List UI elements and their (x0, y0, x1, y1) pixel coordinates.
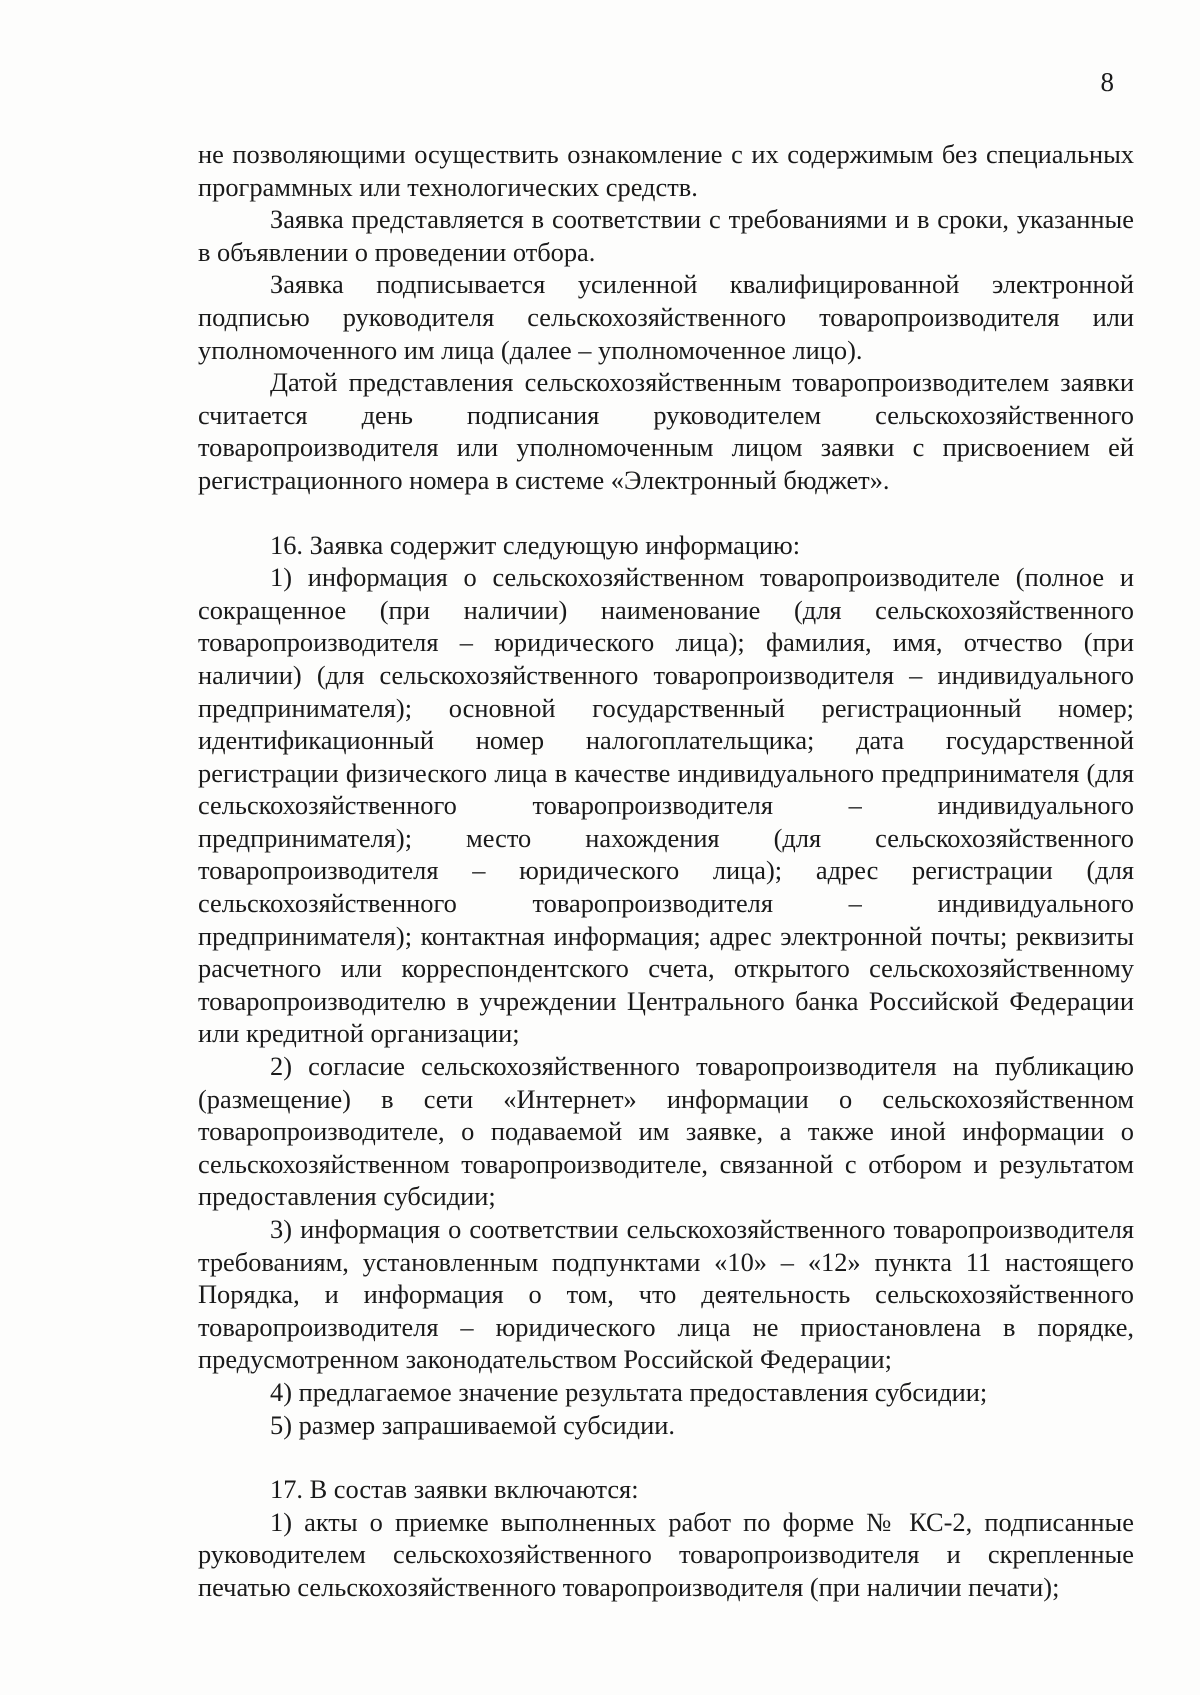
list-item-17-1: 1) акты о приемке выполненных работ по форме № КС-2, подписанные руководителем сельскохозяйственного товаропроизводителя и скрепленные печатью сельскохозяйственного товаропроизводителя (при наличии печати); (198, 1506, 1134, 1602)
section-17-heading: 17. В состав заявки включаются: (270, 1474, 639, 1505)
page-number: 8 (1100, 67, 1114, 97)
paragraph-continuation: не позволяющими осуществить ознакомление с их содержимым без специальных программных или технологических средств. (198, 139, 1134, 202)
list-item-16-4: 4) предлагаемое значение результата предоставления субсидии; (270, 1376, 988, 1407)
paragraph-signature: Заявка подписывается усиленной квалифицированной электронной подписью руководителя сельскохозяйственного товаропроизводителя или уполномоченного им лица (далее – уполномоченное лицо). (198, 269, 1134, 365)
paragraph-submission-terms: Заявка представляется в соответствии с требованиями и в сроки, указанные в объявлении о проведении отбора. (198, 204, 1134, 267)
list-item-16-1: 1) информация о сельскохозяйственном товаропроизводителе (полное и сокращенное (при наличии) наименование (для сельскохозяйственного товаропроизводителя – юридического лица); фамилия, имя, отчество (при наличии) (для сельскохозяйственного товаропроизводителя – индивидуального предпринимателя); основной государственный регистрационный номер; идентификационный номер налогоплательщика; дата государственной регистрации физического лица в качестве индивидуального предпринимателя (для сельскохозяйственного товаропроизводителя – индивидуального предпринимателя); место нахождения (для сельскохозяйственного товаропроизводителя – юридического лица); адрес регистрации (для сельскохозяйственного товаропроизводителя – индивидуального предпринимателя); контактная информация; адрес электронной почты; реквизиты расчетного или корреспондентского счета, открытого сельскохозяйственному товаропроизводителю в учреждении Центрального банка Российской Федерации или кредитной организации; (198, 562, 1134, 1049)
list-item-16-3: 3) информация о соответствии сельскохозяйственного товаропроизводителя требованиям, установленным подпунктами «10» – «12» пункта 11 настоящего Порядка, и информация о том, что деятельность сельскохозяйственного товаропроизводителя – юридического лица не приостановлена в порядке, предусмотренном законодательством Российской Федерации; (198, 1214, 1134, 1375)
section-16-heading: 16. Заявка содержит следующую информацию: (270, 529, 801, 560)
document-body (198, 138, 1134, 1604)
paragraph-submission-date: Датой представления сельскохозяйственным товаропроизводителем заявки считается день подписания руководителем сельскохозяйственного товаропроизводителя или уполномоченным лицом заявки с присвоением ей регистрационного номера в системе «Электронный бюджет». (198, 367, 1134, 495)
list-item-16-2: 2) согласие сельскохозяйственного товаропроизводителя на публикацию (размещение) в сети «Интернет» информации о сельскохозяйственном товаропроизводителе, о подаваемой им заявке, а также иной информации о сельскохозяйственном товаропроизводителе, связанной с отбором и результатом предоставления субсидии; (198, 1051, 1134, 1212)
list-item-16-5: 5) размер запрашиваемой субсидии. (270, 1409, 675, 1440)
